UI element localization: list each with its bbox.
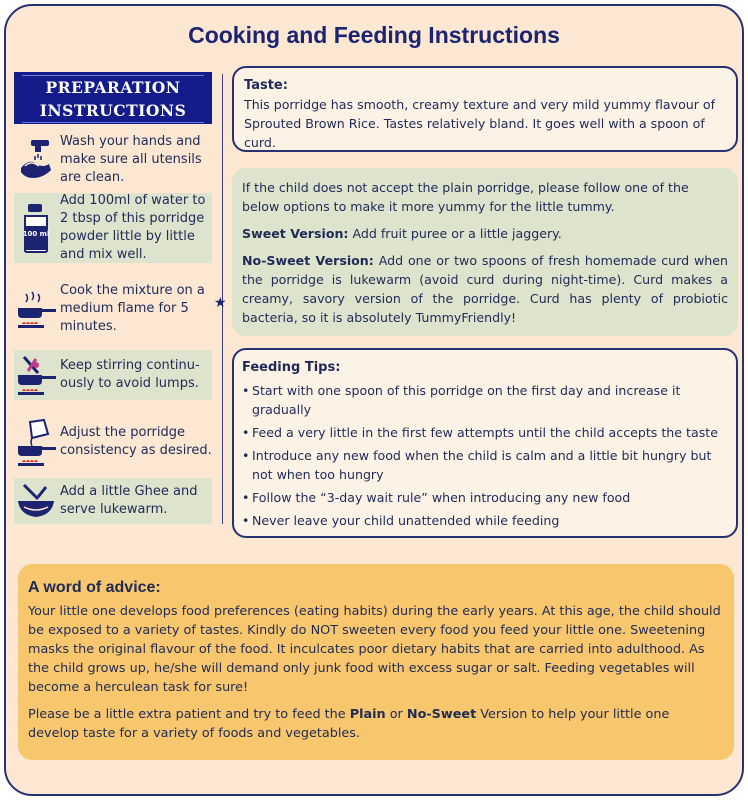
list-item: • Start with one spoon of this porridge on the first day and increase it gradually [242,381,728,419]
plain-version-emphasis: Plain [349,707,386,722]
stirring-pan-icon [14,353,58,397]
sweet-version-text: Add fruit puree or a little jaggery. [348,226,562,241]
advice-text: or [385,707,407,722]
prep-step-text: Add a little Ghee and serve lukewarm. [60,484,198,517]
feeding-tips-heading: Feeding Tips: [242,360,341,375]
prep-step-text: Adjust the porridge consistency as desired. [60,425,212,458]
versions-intro: If the child does not accept the plain porridge, please follow one of the below options to make it more yummy for the little tummy. [242,180,689,214]
nosweet-version-text: Add one or two spoons of fresh homemade curd when the porridge is lukewarm (avoid curd during night-time). Curd makes a creamy, savory version of the porridge. Curd has plenty of probiotic bacteria, so it is absolutely TummyFriendly! [242,253,729,325]
sweet-version [242,224,728,243]
prep-step-text: Wash your hands and make sure all utensils are clean. [60,134,202,185]
prep-step-6 [14,478,212,524]
prep-step-5 [14,414,212,470]
nosweet-version-label: No-Sweet Version: [242,253,374,268]
preparation-header [14,72,212,124]
list-item: • Never leave your child unattended while feeding [242,511,728,530]
preparation-header-line1: PREPARATION [45,78,181,97]
advice-paragraph-2 [28,705,724,743]
nosweet-version-emphasis: No-Sweet [406,707,477,722]
star-icon: ★ [214,295,227,311]
advice-text: Version to help your little one develop taste for a variety of foods and vegetables. [28,707,670,741]
hand-wash-icon [14,138,58,182]
list-item: • Follow the “3-day wait rule” when introducing any new food [242,488,728,507]
taste-box [232,66,738,152]
prep-step-3 [14,280,212,338]
advice-text: Please be a little extra patient and try to feed the [28,707,350,722]
list-item: • Introduce any new food when the child is calm and a little bit hungry but not when too hungry [242,446,728,484]
jug-label-value: 100 ml [22,230,50,238]
prep-step-text: Cook the mixture on a medium flame for 5 minutes. [60,283,205,334]
preparation-header-line2: INSTRUCTIONS [39,101,187,120]
taste-text: This porridge has smooth, creamy texture and very mild yummy flavour of Sprouted Brown Rice. Tastes relatively bland. It goes well with a spoon of curd. [244,97,716,150]
serving-bowl-icon [14,481,58,521]
taste-heading: Taste: [244,78,288,93]
list-item: • Feed a very little in the first few attempts until the child accepts the taste [242,423,728,442]
feeding-tips-list [242,381,728,530]
prep-step-1 [14,132,212,188]
page-title: Cooking and Feeding Instructions [188,22,560,48]
measuring-jug-icon [14,202,58,254]
sweet-version-label: Sweet Version: [242,226,349,241]
pouring-jug-icon [14,418,58,466]
feeding-tips-box [232,348,738,538]
nosweet-version [242,251,728,327]
advice-paragraph-1: Your little one develops food preferences (eating habits) during the early years. At this age, the child should be exposed to a variety of tastes. Kindly do NOT sweeten every food you feed your little one. Sweetening masks the original flavour of the food. It inculcates poor dietary habits that are carried into adulthood. As the child grows up, he/she will demand only junk food with excess sugar or salt. Feeding vegetables will become a herculean task for sure! [28,604,721,695]
prep-step-2 [14,193,212,263]
prep-step-text: Keep stirring continu-ously to avoid lumps. [60,358,200,391]
prep-step-4 [14,350,212,400]
pan-on-flame-icon [14,288,58,330]
versions-box [232,168,738,336]
advice-heading: A word of advice: [28,579,161,596]
advice-box [18,564,734,760]
prep-step-text: Add 100ml of water to 2 tbsp of this porridge powder little by little and mix well. [60,193,206,262]
